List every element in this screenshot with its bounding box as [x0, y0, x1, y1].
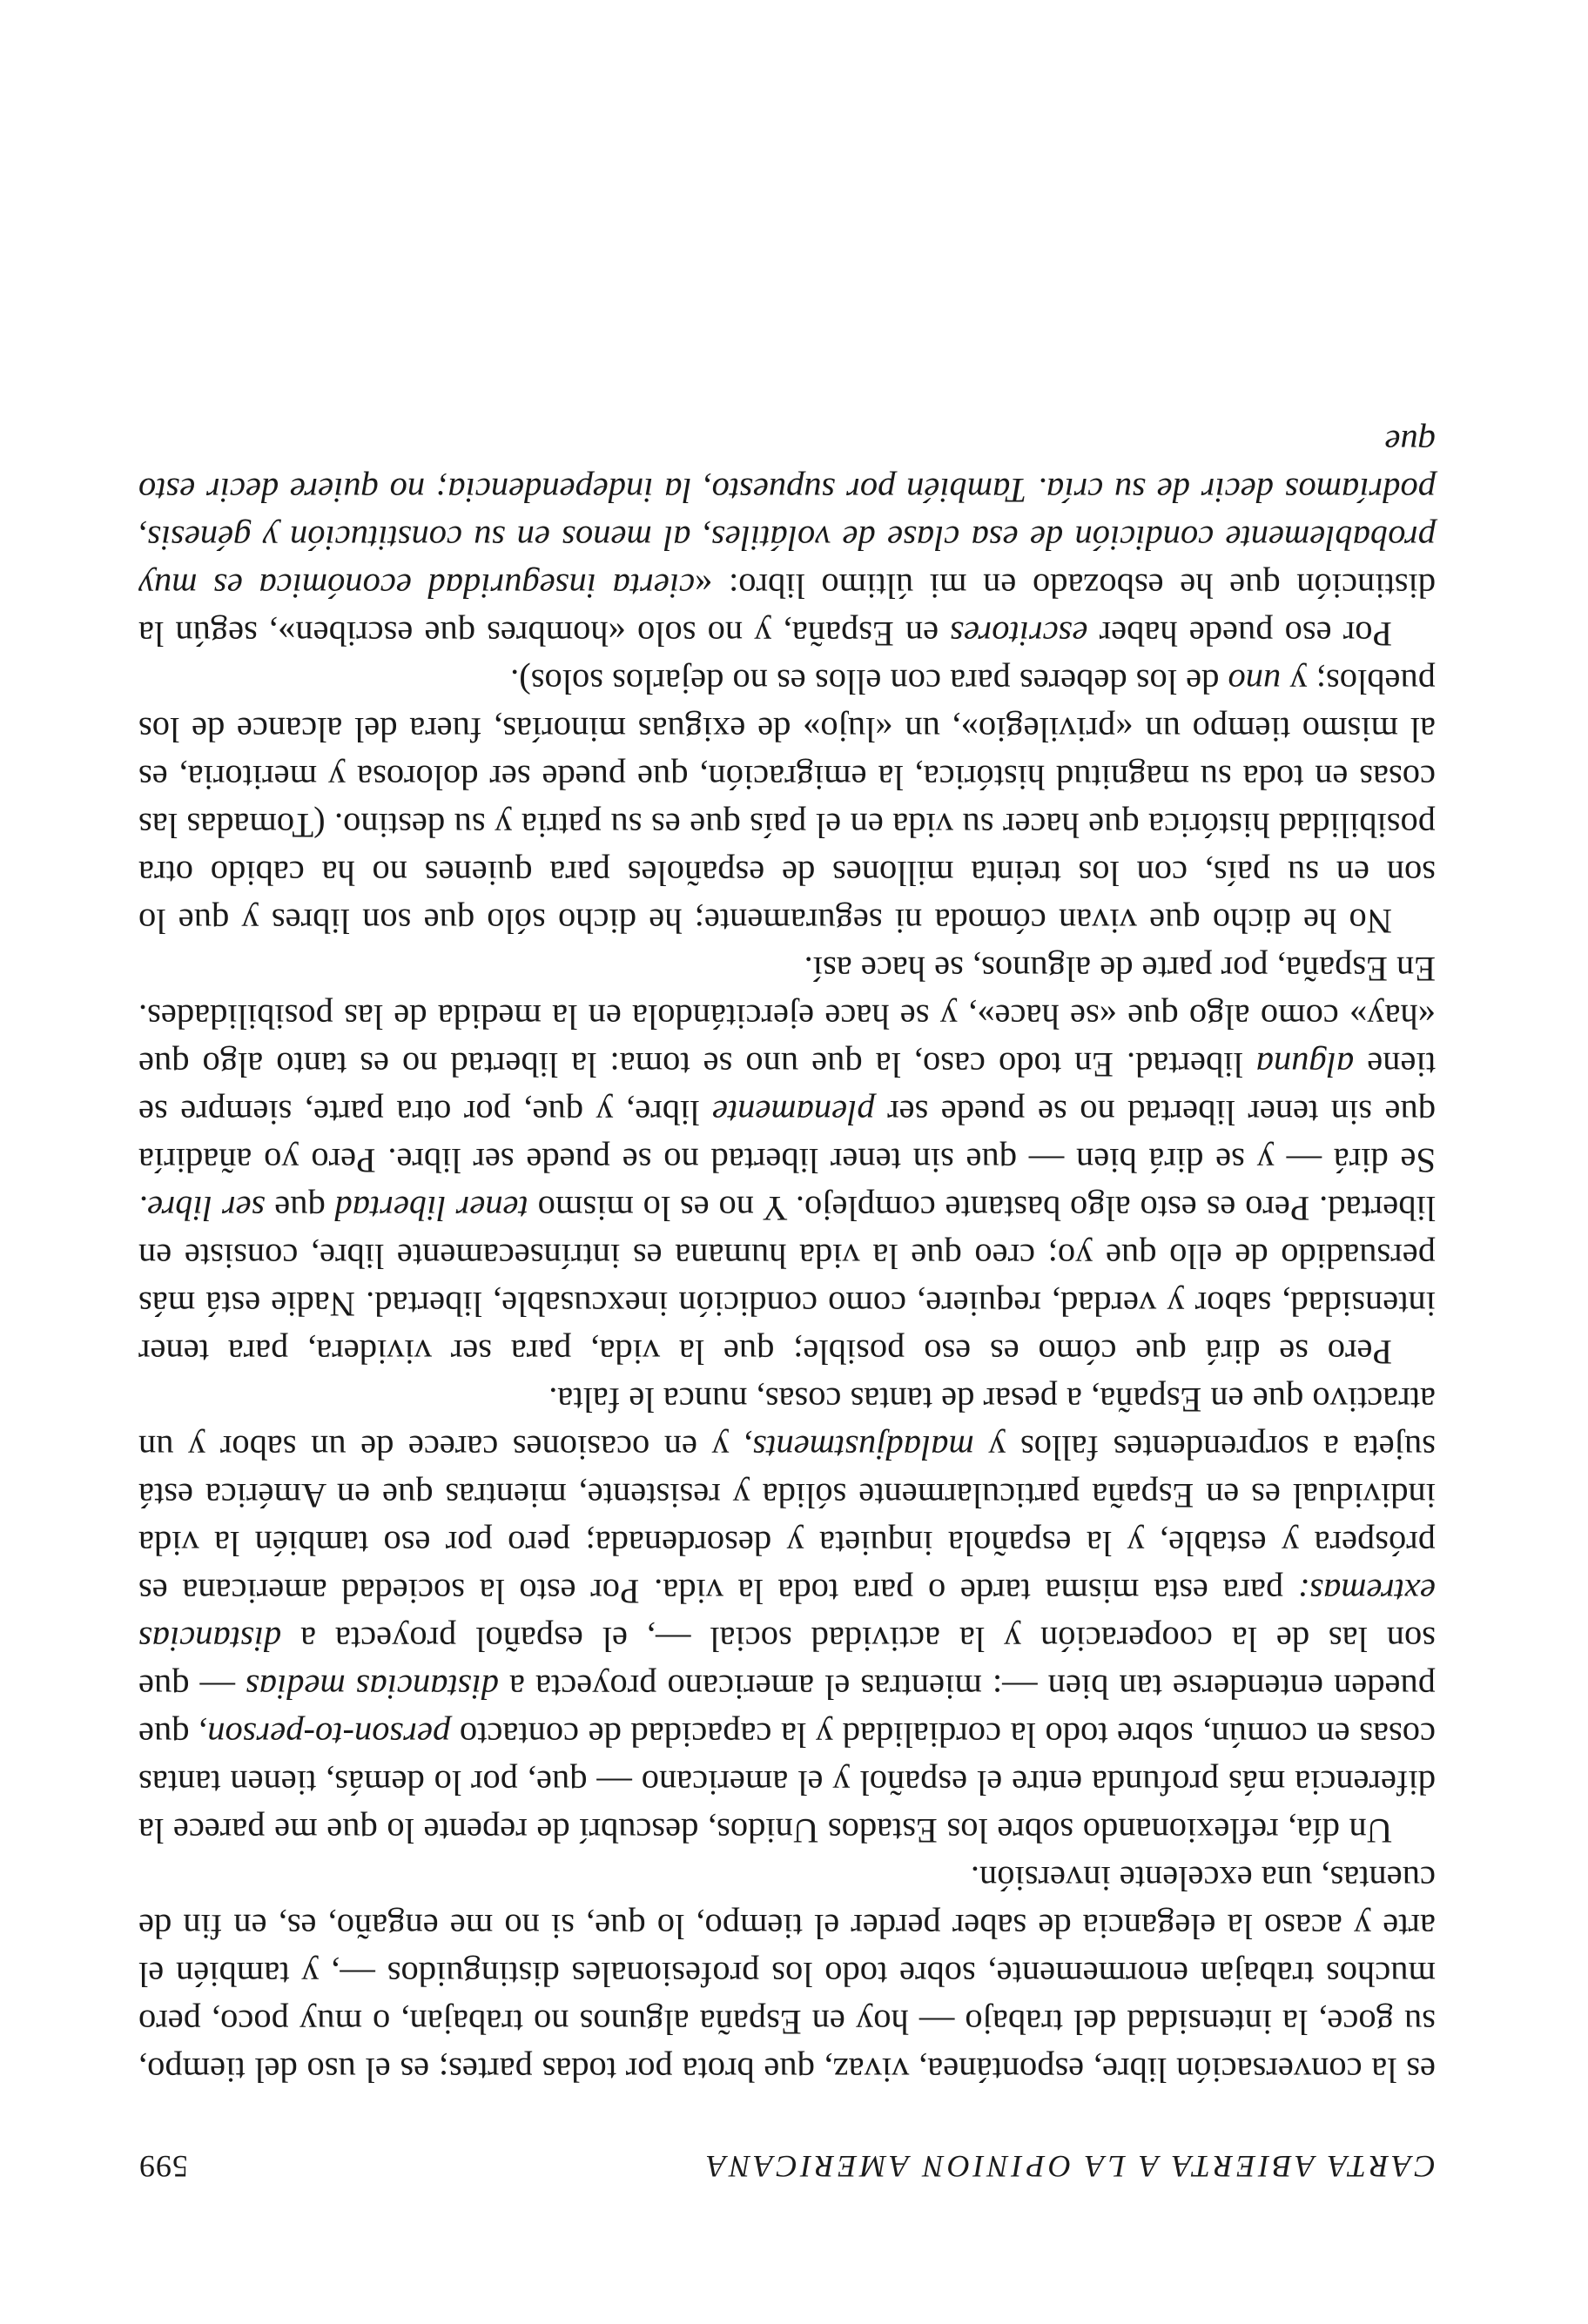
text-run: libertad. En todo caso, la que uno se toma: la libertad no es tanto algo que «hay» como algo que «se hace», y se hace ejercitándola en la medida de las posibilidades. En España, por parte de algunos, se hace así. — [138, 950, 1436, 1085]
paragraph — [138, 945, 1436, 1376]
paragraph — [138, 1376, 1436, 1855]
text-run: Pero se dirá que cómo es eso posible; que la vida, para ser vividera, para tener intensidad, sabor y verdad, requiere, como condición inexcusable, libertad. Nadie está más persuadido de ello que yo; creo que la vida humana es intrínsecamente libre, consiste en libertad. Pero es esto algo bastante complejo. Y no es lo mismo — [138, 1189, 1436, 1372]
text-run: de los deberes para con ellos es no dejarlos solos). — [510, 662, 1228, 702]
text-run: Un día, reflexionando sobre los Estados Unidos, descubrí de repente lo que me parece la diferencia más profunda entre el español y el americano — que, por lo demás, tienen tantas cosas en común, sobre todo la cordialidad y la capacidad de contacto — [138, 1716, 1436, 1850]
running-title: CARTA ABIERTA A LA OPINION AMERICANA — [703, 2149, 1436, 2184]
italic-text: person-to-person, — [198, 1716, 451, 1755]
text-run: en España, y no solo «hombres que escriben», según la distinción que he esbozado en mi último libro: « — [138, 567, 1436, 654]
text-run: — que son las de la cooperación y la actividad social —, el español proyecta a — [138, 1620, 1436, 1707]
text-run: Por eso puede haber — [1087, 615, 1392, 654]
text-run: para esta misma tarde o para toda la vida. Por esto la sociedad americana es próspera y estable, y la española inquieta y desordenada; pero por eso también la vida individual es en España particularmente sólida y resistente, mientras que en América está sujeta a sorprendentes fallos y — [138, 1428, 1436, 1611]
italic-text: distancias medias — [246, 1668, 500, 1707]
italic-text: cierta inseguridad económica es muy probablemente condición de esa clase de volátiles, al menos en su constitución y génesis, podríamos decir de su cría. También por supuesto, la independencia; no quiere decir esto que — [138, 423, 1436, 606]
italic-text: ser libre. — [138, 1189, 266, 1228]
italic-text: tener libertad — [334, 1189, 528, 1228]
paragraph-continued — [138, 1855, 1436, 2094]
paragraph — [138, 658, 1436, 945]
text-run: que — [265, 1189, 335, 1228]
running-header — [138, 2148, 1436, 2185]
italic-text: escritores — [950, 615, 1088, 654]
text-run: Se dirá — y se dirá bien — que sin tener libertad no se puede ser libre. Pero yo añadiría que sin tener libertad no se puede ser — [138, 1093, 1436, 1180]
italic-text: uno — [1228, 662, 1282, 702]
italic-text: maladjustments, — [744, 1428, 974, 1468]
text-run: libre, y que, por otra parte, siempre se tiene — [138, 1045, 1436, 1132]
italic-text: plenamente — [711, 1093, 875, 1132]
text-run: es la conversación libre, espontánea, vivaz, que brota por todas partes; es el uso del tiempo, su goce, la intensidad del trabajo — hoy en España algunos no trabajan, o muy poco, pero muchos trabajan enormemente, sobre todo los profesionales distinguidos —, y también el arte y acaso la elegancia de saber perder el tiempo, lo que, si no me engaño, es, en fin de cuentas, una excelente inversión. — [138, 1859, 1436, 2090]
paragraph — [138, 419, 1436, 658]
text-run: y en ocasiones carece de un sabor y un atractivo que en España, a pesar de tantas cosas, nunca le falta. — [138, 1380, 1436, 1468]
text-run: que pueden entenderse tan bien —: mientras el americano proyecta a — [138, 1668, 1436, 1755]
body-text — [138, 419, 1436, 2094]
italic-text: distancias extremas: — [138, 1572, 1436, 1659]
text-run: No he dicho que vivan cómoda ni seguramente; he dicho sólo que son libres y que lo son en su país, con los treinta millones de españoles para quienes no ha cabido otra posibilidad histórica que hacer su vida en el país que es su patria y su destino. (Tomadas las cosas en toda su magnitud histórica, la emigración, que puede ser dolorosa y meritoria, es al mismo tiempo un «privilegio», un «lujo» de exiguas minorías, fuera del alcance de los pueblos; y — [138, 662, 1436, 941]
page-number: 599 — [138, 2149, 188, 2184]
italic-text: alguna — [1255, 1045, 1355, 1085]
